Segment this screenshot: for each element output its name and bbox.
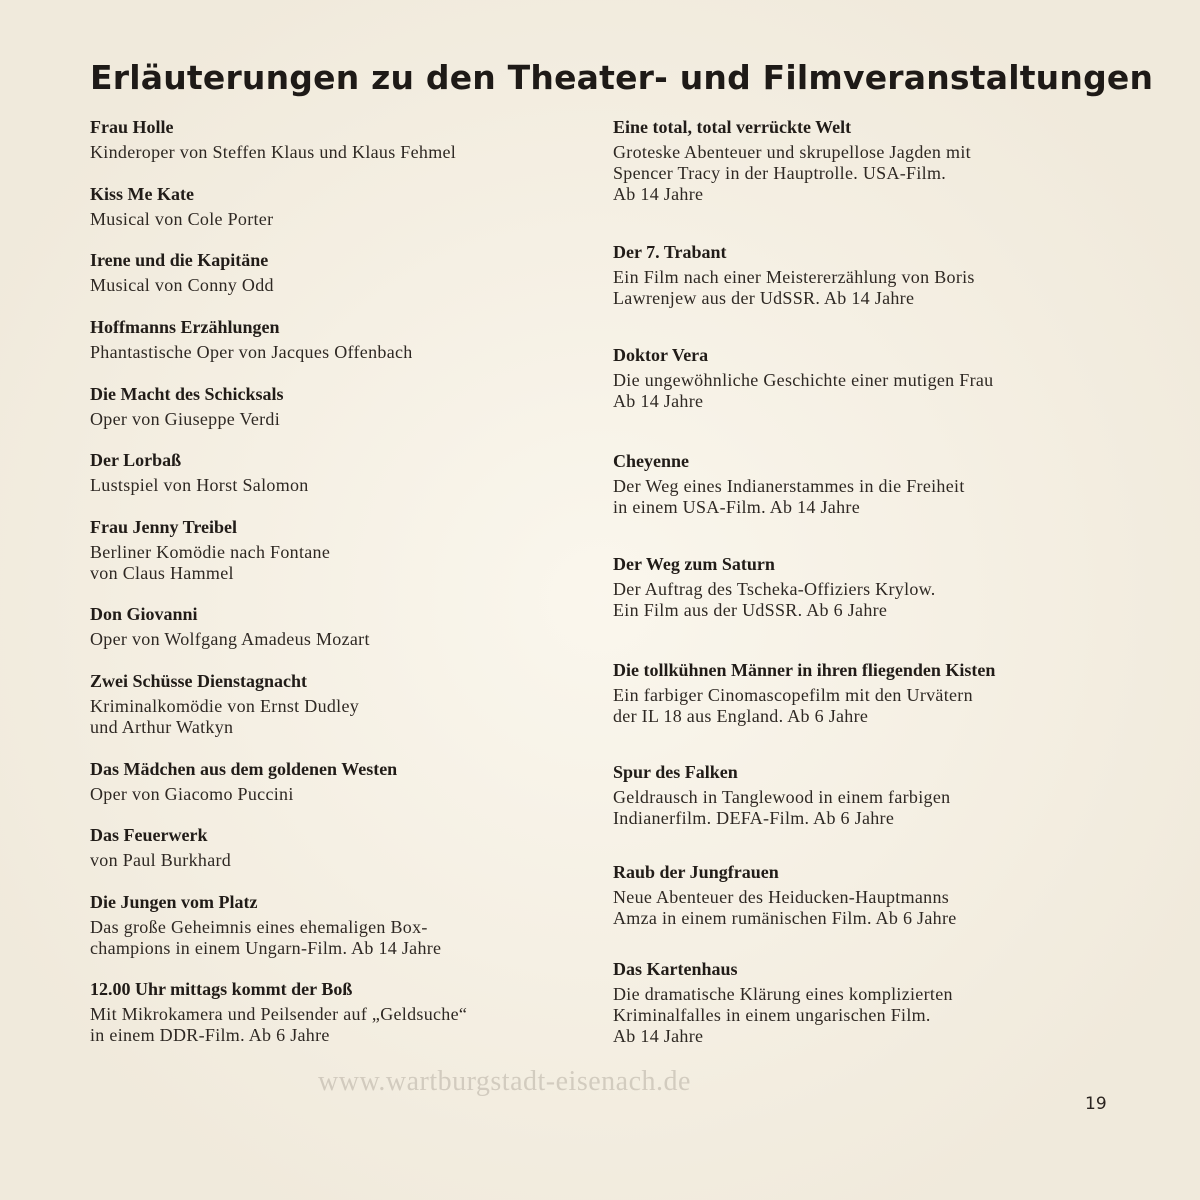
right-entry: [613, 761, 1113, 829]
entry-description: [90, 1004, 600, 1046]
description-line: Der Weg eines Indianerstammes in die Freiheit: [613, 476, 965, 496]
page-number: 19: [1085, 1094, 1107, 1114]
description-line: und Arthur Watkyn: [90, 717, 234, 737]
entry-title: Der 7. Trabant: [613, 242, 727, 262]
entry-title: Eine total, total verrückte Welt: [613, 117, 852, 137]
entry-description: [90, 629, 600, 650]
entry-description: [613, 887, 1113, 929]
description-line: Geldrausch in Tanglewood in einem farbigen: [613, 787, 951, 807]
entry-description: [613, 267, 1113, 309]
description-line: Musical von Conny Odd: [90, 275, 274, 295]
left-entry: [90, 383, 600, 430]
entry-description: [90, 342, 600, 363]
entry-description: [90, 696, 600, 738]
left-entry: [90, 758, 600, 805]
description-line: Ein Film nach einer Meistererzählung von Boris: [613, 267, 975, 287]
right-entry: [613, 553, 1113, 621]
entry-title: Cheyenne: [613, 451, 689, 471]
description-line: Kinderoper von Steffen Klaus und Klaus Fehmel: [90, 142, 457, 162]
description-line: in einem USA-Film. Ab 14 Jahre: [613, 497, 860, 517]
description-line: Groteske Abenteuer und skrupellose Jagden mit: [613, 142, 971, 162]
left-entry: [90, 449, 600, 496]
entry-title: Das Mädchen aus dem goldenen Westen: [90, 759, 398, 779]
description-line: Spencer Tracy in der Hauptrolle. USA-Film.: [613, 163, 947, 183]
description-line: Die dramatische Klärung eines komplizierten: [613, 984, 953, 1004]
right-entry: [613, 450, 1113, 518]
left-entry: [90, 978, 600, 1046]
description-line: Oper von Giacomo Puccini: [90, 784, 294, 804]
entry-description: [613, 787, 1113, 829]
right-entry: [613, 958, 1113, 1047]
entry-title: Irene und die Kapitäne: [90, 250, 269, 270]
description-line: der IL 18 aus England. Ab 6 Jahre: [613, 706, 869, 726]
description-line: Mit Mikrokamera und Peilsender auf „Geldsuche“: [90, 1004, 468, 1024]
description-line: Lawrenjew aus der UdSSR. Ab 14 Jahre: [613, 288, 915, 308]
left-entry: [90, 316, 600, 363]
description-line: Die ungewöhnliche Geschichte einer mutigen Frau: [613, 370, 994, 390]
entry-description: [90, 209, 600, 230]
entry-title: Doktor Vera: [613, 345, 709, 365]
description-line: Musical von Cole Porter: [90, 209, 274, 229]
description-line: von Paul Burkhard: [90, 850, 232, 870]
description-line: champions in einem Ungarn-Film. Ab 14 Jahre: [90, 938, 442, 958]
description-line: Ab 14 Jahre: [613, 1026, 704, 1046]
description-line: Indianerfilm. DEFA-Film. Ab 6 Jahre: [613, 808, 895, 828]
left-entry: [90, 824, 600, 871]
entry-title: Kiss Me Kate: [90, 184, 194, 204]
right-entry: [613, 659, 1113, 727]
description-line: Phantastische Oper von Jacques Offenbach: [90, 342, 413, 362]
entry-description: [613, 370, 1113, 412]
left-entry: [90, 891, 600, 959]
entry-title: Die Jungen vom Platz: [90, 892, 258, 912]
entry-description: [613, 142, 1113, 205]
entry-title: Hoffmanns Erzählungen: [90, 317, 280, 337]
left-entry: [90, 116, 600, 163]
description-line: Ein Film aus der UdSSR. Ab 6 Jahre: [613, 600, 888, 620]
left-entry: [90, 183, 600, 230]
description-line: Oper von Giuseppe Verdi: [90, 409, 281, 429]
entry-title: Zwei Schüsse Dienstagnacht: [90, 671, 308, 691]
entry-title: Die tollkühnen Männer in ihren fliegenden Kisten: [613, 660, 996, 680]
entry-title: Frau Jenny Treibel: [90, 517, 238, 537]
entry-title: Don Giovanni: [90, 604, 198, 624]
page-title: Erläuterungen zu den Theater- und Filmveranstaltungen: [90, 58, 1154, 97]
entry-description: [90, 784, 600, 805]
description-line: Ab 14 Jahre: [613, 391, 704, 411]
entry-title: Das Kartenhaus: [613, 959, 738, 979]
left-entry: [90, 603, 600, 650]
entry-title: Das Feuerwerk: [90, 825, 208, 845]
description-line: Lustspiel von Horst Salomon: [90, 475, 309, 495]
description-line: Der Auftrag des Tscheka-Offiziers Krylow.: [613, 579, 936, 599]
entry-title: Raub der Jungfrauen: [613, 862, 779, 882]
description-line: Oper von Wolfgang Amadeus Mozart: [90, 629, 370, 649]
entry-title: 12.00 Uhr mittags kommt der Boß: [90, 979, 353, 999]
entry-description: [90, 142, 600, 163]
description-line: von Claus Hammel: [90, 563, 234, 583]
description-line: in einem DDR-Film. Ab 6 Jahre: [90, 1025, 330, 1045]
right-entry: [613, 241, 1113, 309]
description-line: Ein farbiger Cinomascopefilm mit den Urvätern: [613, 685, 973, 705]
left-entry: [90, 516, 600, 584]
description-line: Ab 14 Jahre: [613, 184, 704, 204]
right-entry: [613, 861, 1113, 929]
entry-title: Der Lorbaß: [90, 450, 182, 470]
entry-description: [613, 685, 1113, 727]
description-line: Das große Geheimnis eines ehemaligen Box-: [90, 917, 428, 937]
description-line: Amza in einem rumänischen Film. Ab 6 Jahre: [613, 908, 957, 928]
entry-title: Der Weg zum Saturn: [613, 554, 775, 574]
entry-description: [613, 579, 1113, 621]
description-line: Neue Abenteuer des Heiducken-Hauptmanns: [613, 887, 950, 907]
entry-description: [90, 850, 600, 871]
entry-description: [90, 275, 600, 296]
entry-description: [90, 475, 600, 496]
entry-title: Die Macht des Schicksals: [90, 384, 284, 404]
entry-description: [613, 984, 1113, 1047]
watermark-text: www.wartburgstadt-eisenach.de: [318, 1066, 691, 1097]
entry-title: Frau Holle: [90, 117, 174, 137]
entry-description: [90, 542, 600, 584]
description-line: Kriminalfalles in einem ungarischen Film.: [613, 1005, 931, 1025]
right-entry: [613, 116, 1113, 205]
entry-description: [90, 409, 600, 430]
left-entry: [90, 249, 600, 296]
description-line: Kriminalkomödie von Ernst Dudley: [90, 696, 360, 716]
entry-title: Spur des Falken: [613, 762, 738, 782]
description-line: Berliner Komödie nach Fontane: [90, 542, 331, 562]
entry-description: [613, 476, 1113, 518]
right-entry: [613, 344, 1113, 412]
entry-description: [90, 917, 600, 959]
left-entry: [90, 670, 600, 738]
